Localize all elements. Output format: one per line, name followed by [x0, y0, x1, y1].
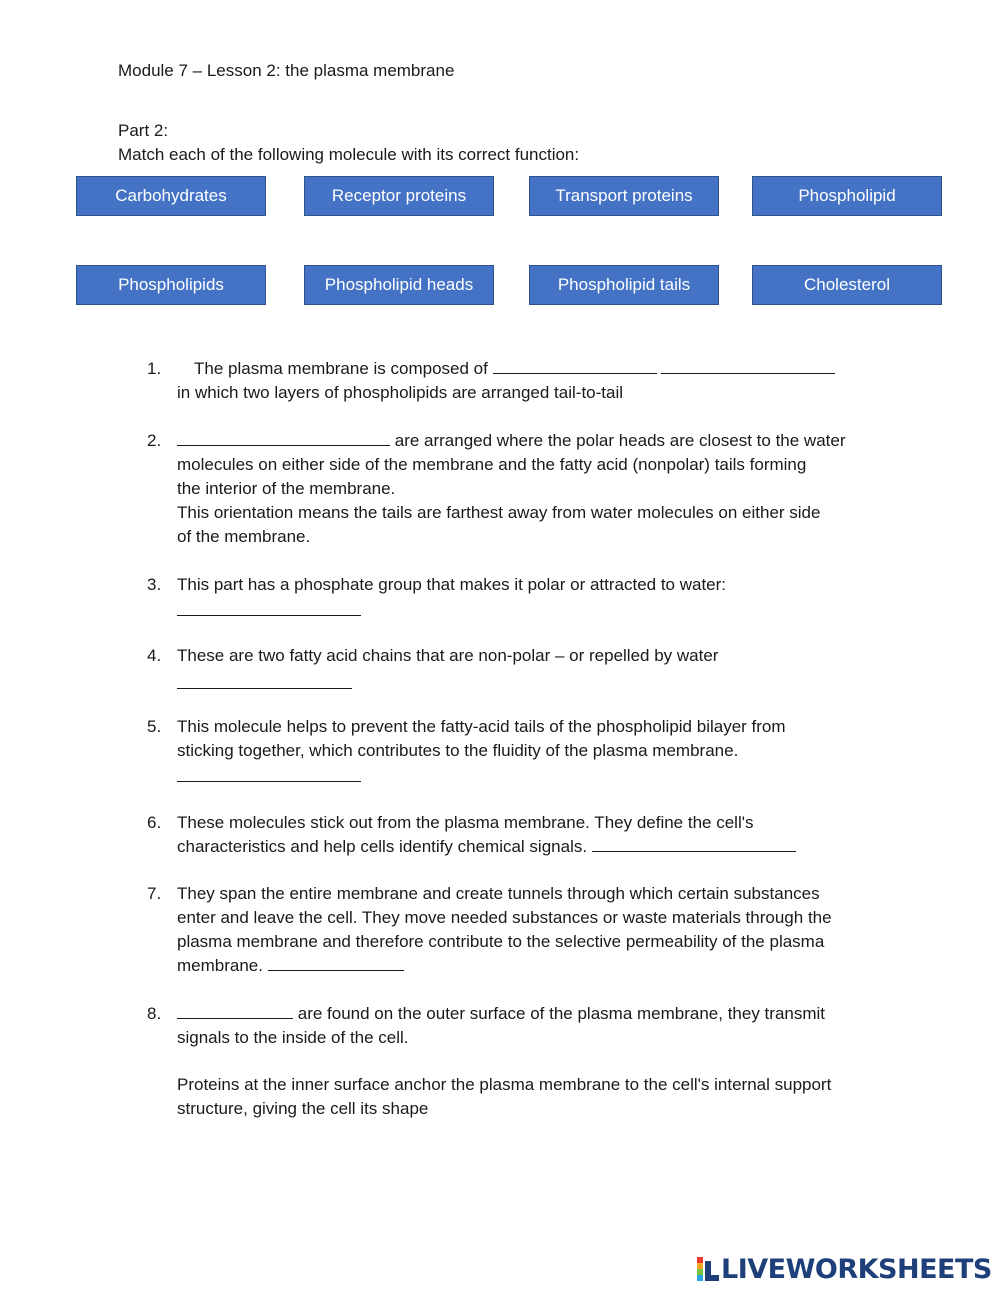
question-text: the interior of the membrane.: [177, 479, 396, 498]
question-text: structure, giving the cell its shape: [177, 1099, 429, 1118]
question-text: membrane.: [177, 956, 263, 975]
logo-blocks-icon: [697, 1257, 719, 1281]
answer-blank[interactable]: [177, 1004, 293, 1019]
answer-blank[interactable]: [177, 767, 361, 782]
instructions: Match each of the following molecule with its correct function:: [118, 145, 580, 164]
question-text: characteristics and help cells identify chemical signals.: [177, 837, 588, 856]
liveworksheets-logo: [697, 1254, 992, 1284]
answer-chip-carbohydrates[interactable]: Carbohydrates: [76, 176, 266, 216]
answer-chip-phospholipid-heads[interactable]: Phospholipid heads: [304, 265, 494, 305]
question-8-text: [177, 1002, 825, 1026]
question-text: plasma membrane and therefore contribute to the selective permeability of the plasma: [177, 932, 825, 951]
question-text: Proteins at the inner surface anchor the plasma membrane to the cell's internal support: [177, 1075, 832, 1094]
question-text: signals to the inside of the cell.: [177, 1028, 409, 1047]
question-number: 7.: [147, 884, 162, 903]
question-number: 1.: [147, 359, 162, 378]
question-6-text-cont: [177, 835, 796, 859]
question-4-answer: [177, 672, 352, 696]
answer-blank[interactable]: [268, 956, 404, 971]
question-5-text: This molecule helps to prevent the fatty-acid tails of the phospholipid bilayer from: [177, 717, 786, 736]
question-3-answer: [177, 599, 361, 623]
question-text: enter and leave the cell. They move needed substances or waste materials through the: [177, 908, 832, 927]
answer-blank[interactable]: [177, 601, 361, 616]
answer-chip-phospholipid[interactable]: Phospholipid: [752, 176, 942, 216]
question-number: 3.: [147, 575, 162, 594]
question-5-answer: [177, 765, 361, 789]
question-2-text: [177, 429, 846, 453]
question-text: This orientation means the tails are farthest away from water molecules on either side: [177, 503, 821, 522]
question-3-text: This part has a phosphate group that makes it polar or attracted to water:: [177, 575, 727, 594]
answer-blank[interactable]: [177, 674, 352, 689]
answer-blank[interactable]: [592, 837, 796, 852]
question-text: are arranged where the polar heads are closest to the water: [394, 431, 846, 450]
question-number: 6.: [147, 813, 162, 832]
question-text: are found on the outer surface of the plasma membrane, they transmit: [297, 1004, 826, 1023]
answer-blank[interactable]: [493, 359, 657, 374]
logo-text: LIVEWORKSHEETS: [721, 1253, 992, 1285]
question-7-text-cont: [177, 954, 404, 978]
question-number: 2.: [147, 431, 162, 450]
part-label: Part 2:: [118, 121, 169, 140]
answer-blank[interactable]: [661, 359, 835, 374]
question-number: 5.: [147, 717, 162, 736]
question-4-text: These are two fatty acid chains that are non-polar – or repelled by water: [177, 646, 719, 665]
question-6-text: These molecules stick out from the plasma membrane. They define the cell's: [177, 813, 754, 832]
question-number: 4.: [147, 646, 162, 665]
question-text: molecules on either side of the membrane and the fatty acid (nonpolar) tails forming: [177, 455, 807, 474]
question-number: 8.: [147, 1004, 162, 1023]
page-title: Module 7 – Lesson 2: the plasma membrane: [118, 61, 455, 80]
answer-chip-transport-proteins[interactable]: Transport proteins: [529, 176, 719, 216]
answer-chip-phospholipid-tails[interactable]: Phospholipid tails: [529, 265, 719, 305]
answer-chip-cholesterol[interactable]: Cholesterol: [752, 265, 942, 305]
question-text: The plasma membrane is composed of: [194, 359, 488, 378]
question-1-text: [194, 357, 835, 381]
answer-blank[interactable]: [177, 431, 390, 446]
question-1-text-cont: in which two layers of phospholipids are arranged tail-to-tail: [177, 383, 624, 402]
question-text: of the membrane.: [177, 527, 311, 546]
question-text: sticking together, which contributes to the fluidity of the plasma membrane.: [177, 741, 739, 760]
question-7-text: They span the entire membrane and create tunnels through which certain substances: [177, 884, 820, 903]
answer-chip-phospholipids[interactable]: Phospholipids: [76, 265, 266, 305]
answer-chip-receptor-proteins[interactable]: Receptor proteins: [304, 176, 494, 216]
